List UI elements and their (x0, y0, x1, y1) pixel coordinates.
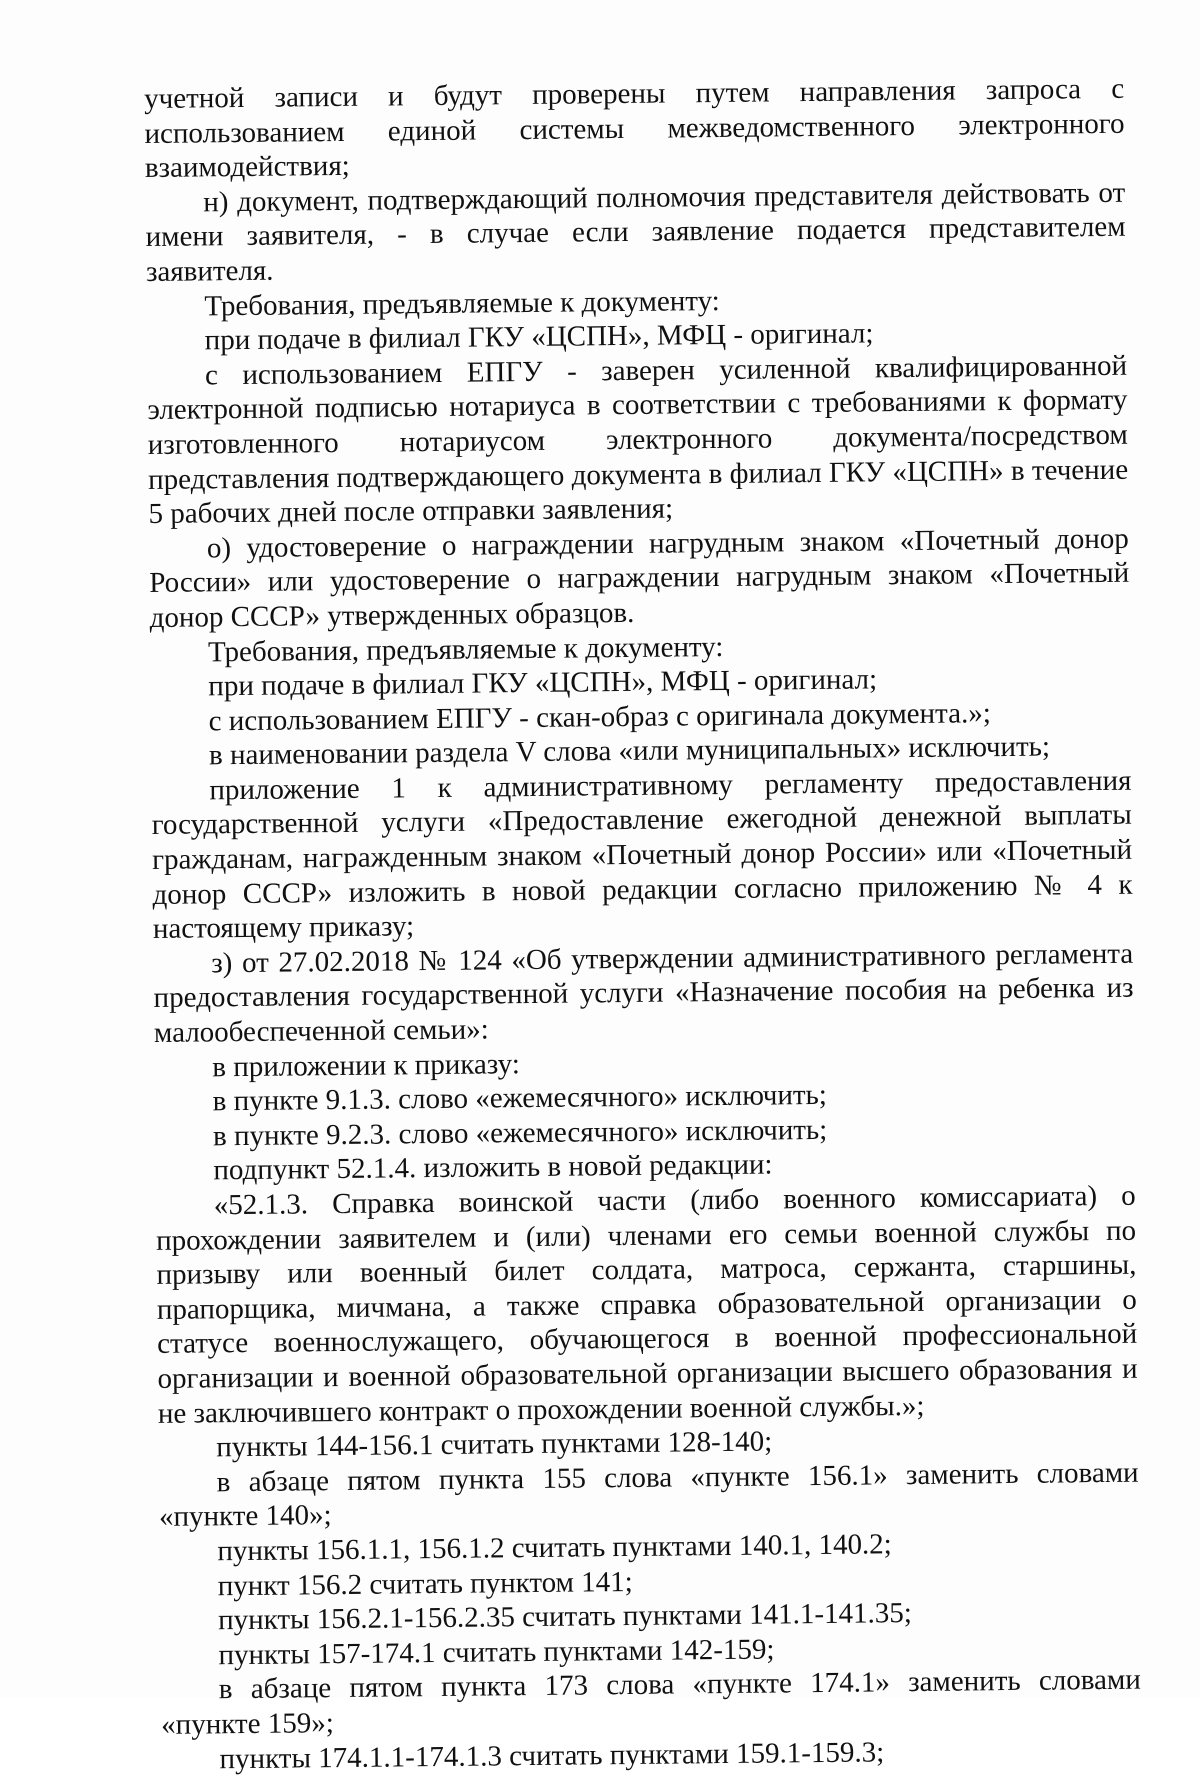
paragraph: при подаче в филиал ГКУ «ЦСПН», МФЦ - оригинал; (208, 663, 878, 703)
paragraph: в пункте 9.2.3. слово «ежемесячного» исключить; (212, 1113, 828, 1153)
paragraph: пункт 156.2 считать пунктом 141; (217, 1565, 633, 1602)
paragraph: в абзаце пятом пункта 155 слова «пункте 156.1» заменить словами «пункте 140»; (158, 1456, 1139, 1534)
paragraph: с использованием ЕПГУ - скан-образ с оригинала документа.»; (208, 696, 991, 738)
paragraph: в приложении к приказу: (212, 1047, 520, 1083)
paragraph: пункты 157-174.1 считать пунктами 142-159; (218, 1633, 775, 1672)
paragraph: при подаче в филиал ГКУ «ЦСПН», МФЦ - оригинал; (204, 317, 874, 357)
paragraph: о) удостоверение о награждении нагрудным знаком «Почетный донор России» или удостоверение о награждении нагрудным знаком «Почетный донор СССР» утвержденных образцов. (149, 522, 1130, 634)
paragraph: пункты 144-156.1 считать пунктами 128-140; (216, 1425, 773, 1464)
paragraph: з) от 27.02.2018 № 124 «Об утверждении административного регламента предоставления государственной услуги «Назначение пособия на ребенка из малообеспеченной семьи»: (153, 937, 1134, 1049)
paragraph: пункты 174.1.1-174.1.3 считать пунктами 159.1-159.3; (219, 1735, 885, 1775)
paragraph: Требования, предъявляемые к документу: (204, 284, 720, 322)
paragraph: н) документ, подтверждающий полномочия представителя действовать от имени заявителя, - в случае если заявление подается представителем заявителя. (145, 176, 1126, 288)
paragraph: приложение 1 к административному регламенту предоставления государственной услуги «Предоставление ежегодной денежной выплаты гражданам, награжденным знаком «Почетный донор России» или «Почетный донор СССР» изложить в новой редакции согласно приложению № 4 к настоящему приказу; (151, 764, 1133, 946)
paragraph: учетной записи и будут проверены путем направления запроса с использованием единой системы межведомственного электронного взаимодействия; (144, 72, 1125, 185)
paragraph: с использованием ЕПГУ - заверен усиленной квалифицированной электронной подписью нотариуса в соответствии с требованиями к формату изготовленного нотариусом электронного документа/посредством представления подтверждающего документа в филиал ГКУ «ЦСПН» в течение 5 рабочих дней после отправки заявления; (147, 349, 1129, 531)
paragraph: в абзаце пятом пункта 173 слова «пункте 174.1» заменить словами «пункте 159»; (161, 1663, 1141, 1741)
document-text (144, 72, 1142, 1777)
paragraph: «52.1.3. Справка воинской части (либо военного комиссариата) о прохождении заявителем и (или) членами его семьи военной службы по призыву или военный билет солдата, матроса, сержанта, старшины, прапорщика, мичмана, а также справка образовательной организации о статусе военнослужащего, обучающегося в военной профессиональной организации и военной образовательной организации высшего образования и не заключившего контракт о прохождении военной службы.»; (155, 1179, 1138, 1430)
paragraph: Требования, предъявляемые к документу: (207, 630, 724, 668)
paragraph: пункты 156.2.1-156.2.35 считать пунктами 141.1-141.35; (217, 1597, 912, 1637)
paragraph: подпункт 52.1.4. изложить в новой редакции: (213, 1148, 773, 1187)
paragraph: пункты 156.1.1, 156.1.2 считать пунктами 140.1, 140.2; (217, 1528, 892, 1568)
paragraph: в наименовании раздела V слова «или муниципальных» исключить; (208, 730, 1051, 772)
paragraph: в пункте 9.1.3. слово «ежемесячного» исключить; (212, 1079, 828, 1118)
